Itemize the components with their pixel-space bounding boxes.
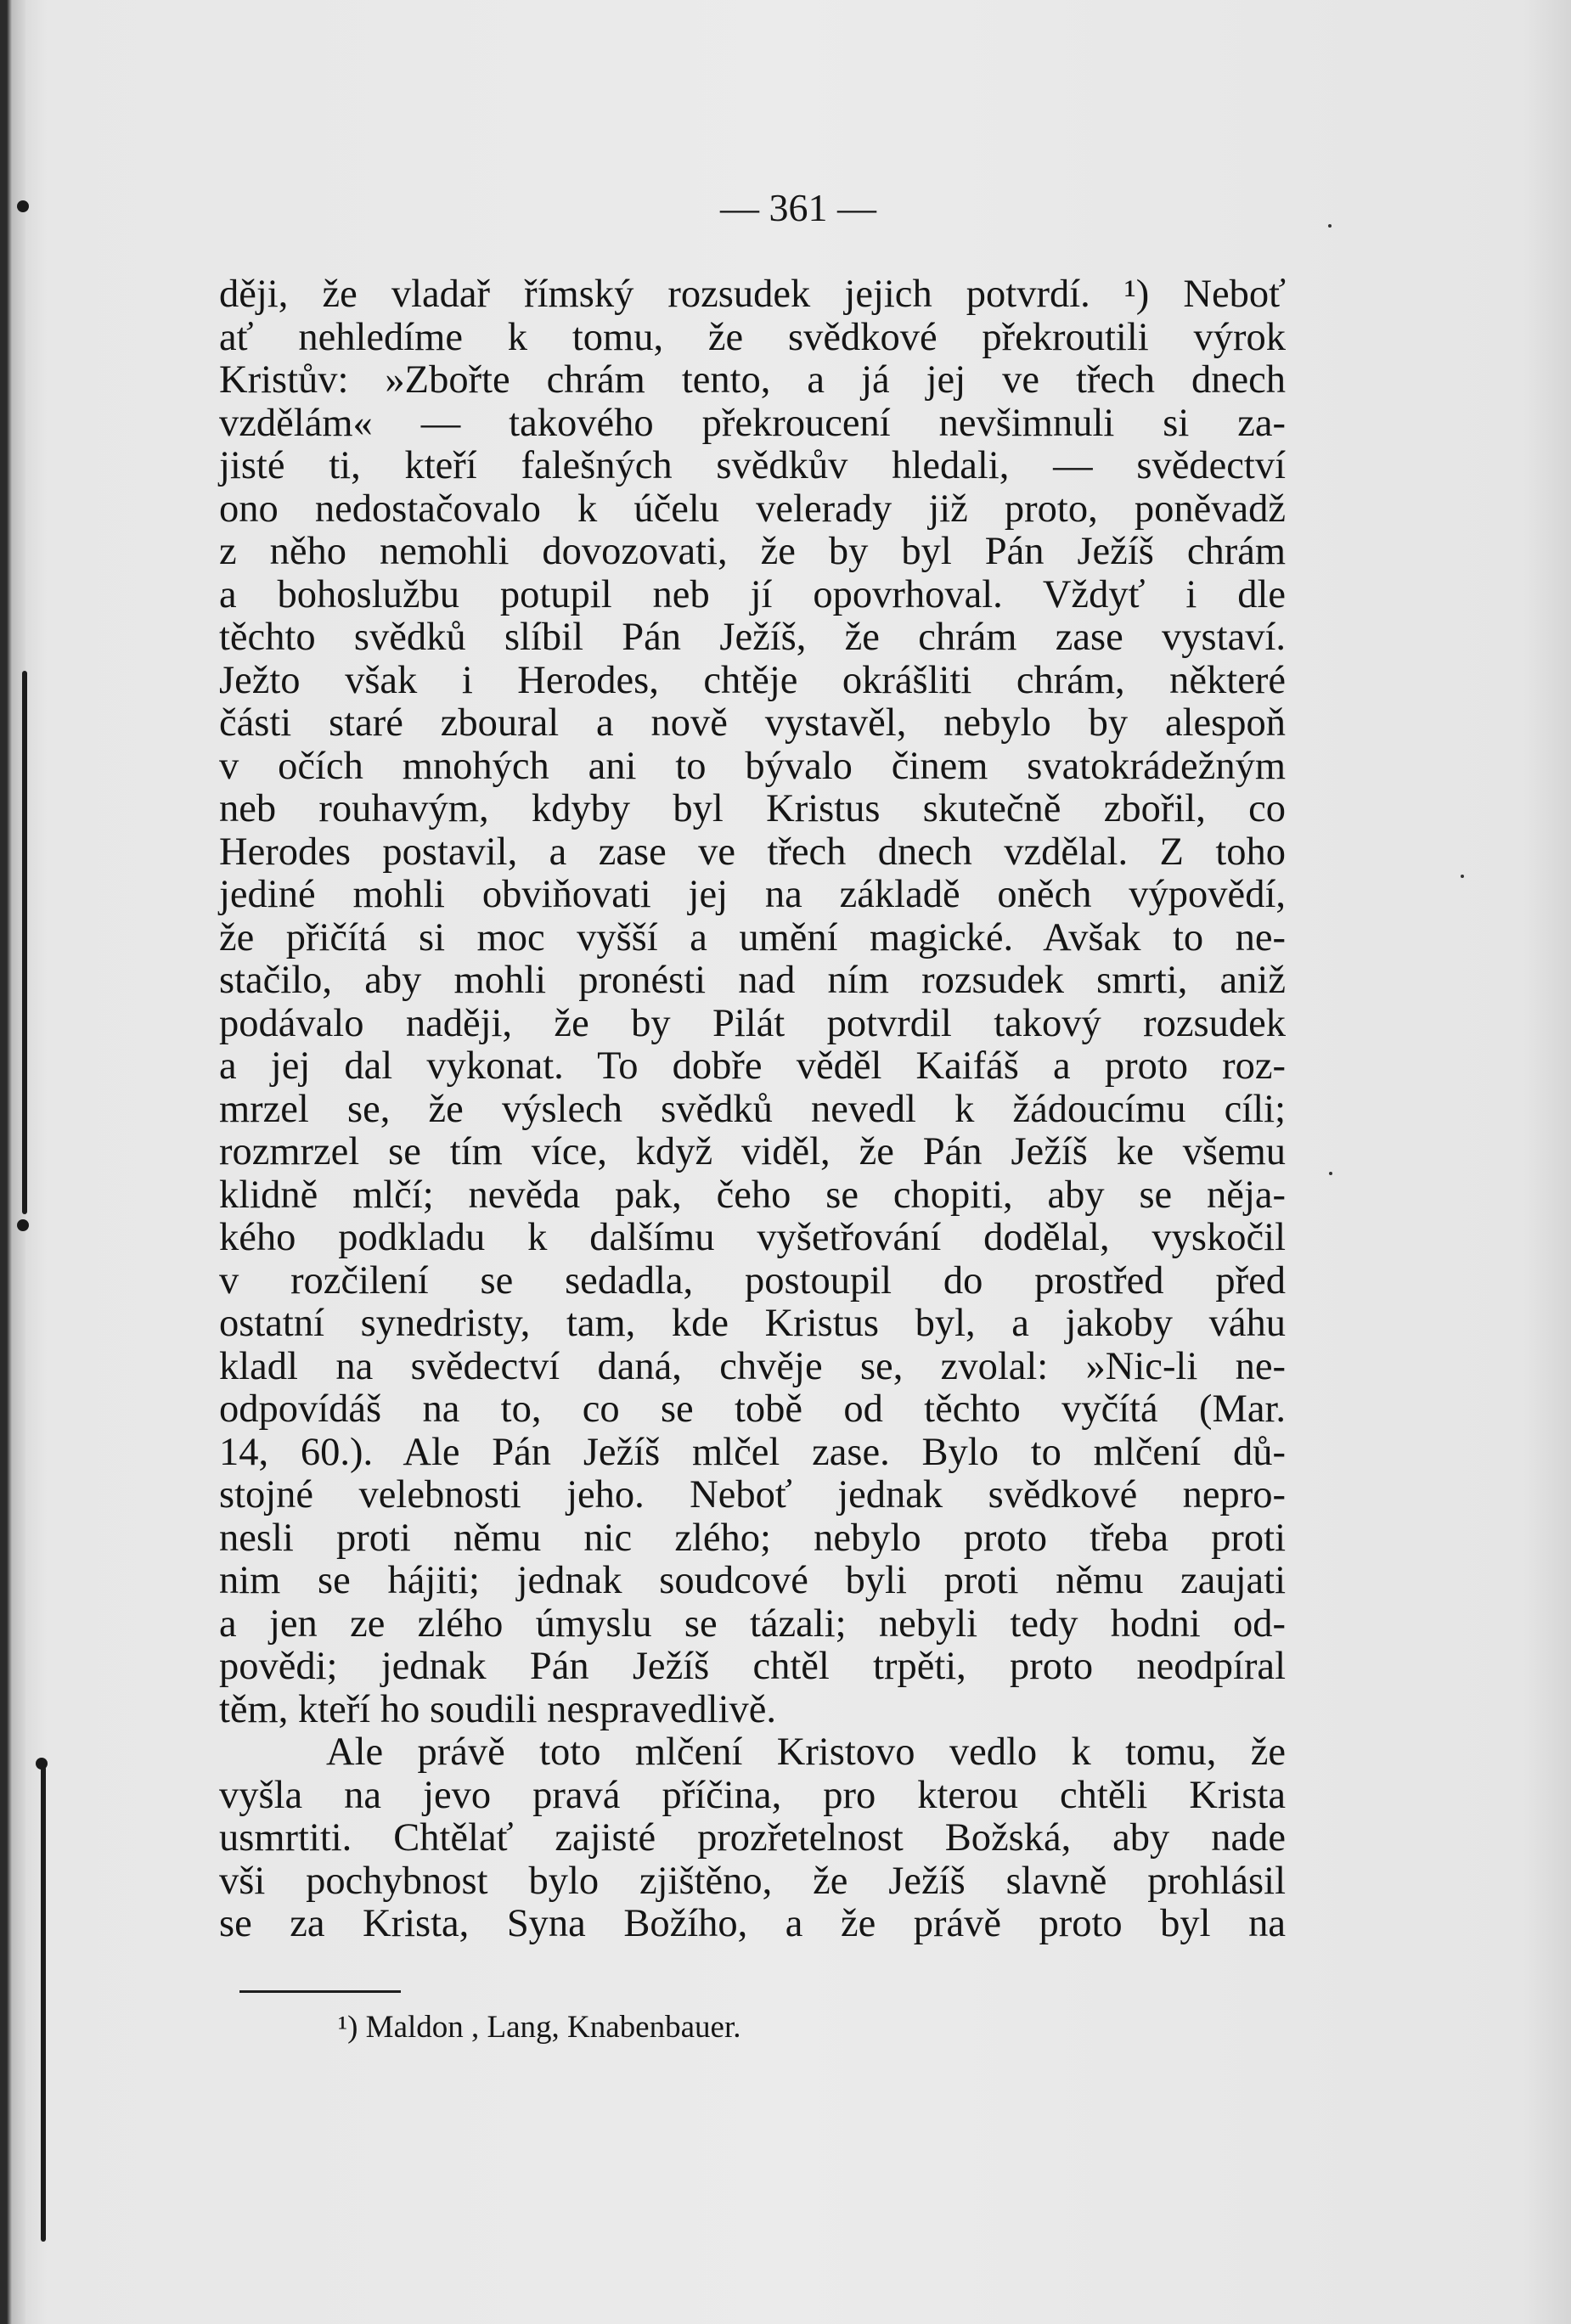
text-line: že přičítá si moc vyšší a umění magické. Avšak to ne- bbox=[219, 915, 1286, 959]
text-line: z něho nemohli dovozovati, že by byl Pán Ježíš chrám bbox=[219, 530, 1286, 573]
text-line: ono nedostačovalo k účelu velerady již proto, poněvadž bbox=[219, 487, 1286, 531]
text-line: usmrtiti. Chtělať zajisté prozřetelnost Božská, aby nade bbox=[219, 1816, 1286, 1860]
text-line: jediné mohli obviňovati jej na základě oněch výpovědí, bbox=[219, 873, 1286, 916]
binding-mark bbox=[22, 671, 27, 1214]
text-line: nim se hájiti; jednak soudcové byli proti němu zaujati bbox=[219, 1559, 1286, 1602]
text-line: Kristův: »Zbořte chrám tento, a já jej ve třech dnech bbox=[219, 358, 1286, 402]
text-line: povědi; jednak Pán Ježíš chtěl trpěti, proto neodpíral bbox=[219, 1645, 1286, 1688]
text-line: neb rouhavým, kdyby byl Kristus skutečně zbořil, co bbox=[219, 787, 1286, 830]
page-number: — 361 — bbox=[720, 186, 876, 229]
text-line: těchto svědků slíbil Pán Ježíš, že chrám zase vystaví. bbox=[219, 616, 1286, 659]
text-line: ať nehledíme k tomu, že svědkové překroutili výrok bbox=[219, 315, 1286, 359]
text-line: Herodes postavil, a zase ve třech dnech vzdělal. Z toho bbox=[219, 830, 1286, 874]
paper-speck bbox=[1461, 875, 1464, 878]
paragraph-end-line: těm, kteří ho soudili nespravedlivě. bbox=[219, 1687, 777, 1731]
text-line: a jen ze zlého úmyslu se tázali; nebyli tedy hodni od- bbox=[219, 1601, 1286, 1646]
text-line: mrzel se, že výslech svědků nevedl k žádoucímu cíli; bbox=[219, 1087, 1286, 1131]
text-line: stojné velebnosti jeho. Neboť jednak svědkové nepro- bbox=[219, 1473, 1286, 1517]
paragraph-start-line: Ale právě toto mlčení Kristovo vedlo k tomu, že bbox=[326, 1730, 1286, 1774]
text-line: vyšla na jevo pravá příčina, pro kterou chtěli Krista bbox=[219, 1773, 1286, 1817]
text-line: části staré zboural a nově vystavěl, nebylo by alespoň bbox=[219, 701, 1286, 745]
binding-mark bbox=[41, 1766, 46, 2242]
text-line: se za Krista, Syna Božího, a že právě proto byl na bbox=[219, 1902, 1286, 1945]
text-line: ostatní synedristy, tam, kde Kristus byl, a jakoby váhu bbox=[219, 1302, 1286, 1345]
footnote: ¹) Maldon , Lang, Knabenbauer. bbox=[338, 2010, 741, 2045]
text-line: odpovídáš na to, co se tobě od těchto vyčítá (Mar. bbox=[219, 1387, 1286, 1431]
text-line: jisté ti, kteří falešných svědkův hledali, — svědectví bbox=[219, 444, 1286, 487]
text-line: v očích mnohých ani to bývalo činem svatokrádežným bbox=[219, 744, 1286, 788]
text-line: nesli proti němu nic zlého; nebylo proto třeba proti bbox=[219, 1516, 1286, 1560]
text-line: a jej dal vykonat. To dobře věděl Kaifáš a proto roz- bbox=[219, 1044, 1286, 1088]
text-line: a bohoslužbu potupil neb jí opovrhoval. Vždyť i dle bbox=[219, 572, 1286, 616]
text-line: kladl na svědectví daná, chvěje se, zvolal: »Nic-li ne- bbox=[219, 1344, 1286, 1388]
text-line: vši pochybnost bylo zjištěno, že Ježíš slavně prohlásil bbox=[219, 1859, 1286, 1903]
binding-dot bbox=[17, 1219, 29, 1231]
body-text bbox=[219, 273, 1286, 1946]
footnote-separator bbox=[239, 1990, 401, 1993]
text-line: kého podkladu k dalšímu vyšetřování dodělal, vyskočil bbox=[219, 1216, 1286, 1259]
text-line: ději, že vladař římský rozsudek jejich potvrdí. ¹) Neboť bbox=[219, 273, 1286, 316]
text-line: rozmrzel se tím více, když viděl, že Pán Ježíš ke všemu bbox=[219, 1130, 1286, 1173]
text-line: v rozčilení se sedadla, postoupil do prostřed před bbox=[219, 1258, 1286, 1303]
text-line: 14, 60.). Ale Pán Ježíš mlčel zase. Bylo to mlčení dů- bbox=[219, 1430, 1286, 1474]
text-line: klidně mlčí; nevěda pak, čeho se chopiti, aby se něja- bbox=[219, 1173, 1286, 1217]
text-line: podávalo naději, že by Pilát potvrdil takový rozsudek bbox=[219, 1001, 1286, 1045]
binding-dot bbox=[36, 1758, 48, 1770]
paper-speck bbox=[1329, 1172, 1332, 1175]
text-line: stačilo, aby mohli pronésti nad ním rozsudek smrti, aniž bbox=[219, 959, 1286, 1002]
text-line: vzdělám« — takového překroucení nevšimnuli si za- bbox=[219, 401, 1286, 445]
text-line: Ježto však i Herodes, chtěje okrášliti chrám, některé bbox=[219, 658, 1286, 702]
